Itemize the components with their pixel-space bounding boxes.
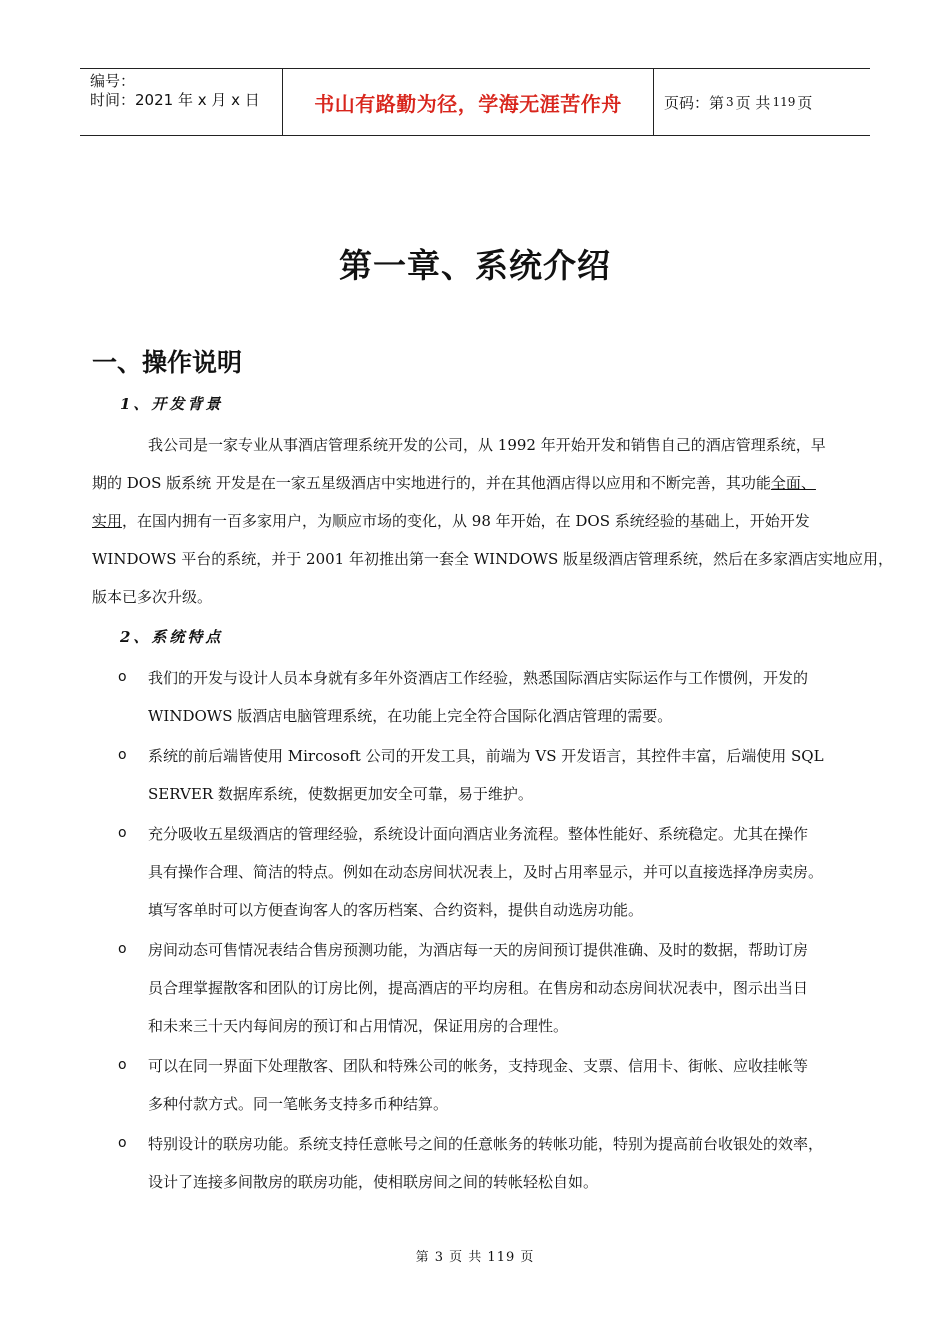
list-item: WINDOWS 版酒店电脑管理系统，在功能上完全符合国际化酒店管理的需要。 bbox=[148, 707, 673, 725]
underlined-text: 全面、 bbox=[770, 474, 816, 492]
bullet-icon: o bbox=[118, 941, 127, 957]
page-suffix: 页 bbox=[797, 93, 813, 112]
subsection-background-title: 1、开发背景 bbox=[120, 395, 224, 413]
list-item: 多种付款方式。同一笔帐务支持多币种结算。 bbox=[148, 1095, 449, 1113]
number-label: 编号： bbox=[90, 72, 136, 90]
paragraph-line: 版本已多次升级。 bbox=[92, 588, 213, 606]
bullet-icon: o bbox=[118, 1135, 127, 1151]
list-item: 充分吸收五星级酒店的管理经验，系统设计面向酒店业务流程。整体性能好、系统稳定。尤其在操作 bbox=[148, 825, 809, 843]
motto: 书山有路勤为径，学海无涯苦作舟 bbox=[314, 91, 622, 116]
bullet-icon: o bbox=[118, 1057, 127, 1073]
page-prefix: 页码：第 bbox=[664, 93, 725, 112]
page-current: 3 bbox=[726, 95, 734, 109]
list-item: SERVER 数据库系统，使数据更加安全可靠，易于维护。 bbox=[148, 785, 533, 803]
list-item: 具有操作合理、简洁的特点。例如在动态房间状况表上，及时占用率显示，并可以直接选择净房卖房。 bbox=[148, 863, 824, 881]
time-label: 时间：2021 年 x 月 x 日 bbox=[90, 91, 260, 109]
subsection-features-title: 2、系统特点 bbox=[120, 628, 224, 646]
paragraph-text: 期的 DOS 版系统 开发是在一家五星级酒店中实地进行的，并在其他酒店得以应用和不断完善，其功能 bbox=[92, 474, 771, 492]
paragraph-text: ，在国内拥有一百多家用户，为顺应市场的变化，从 98 年开始，在 DOS 系统经验的基础上，开始开发 bbox=[122, 512, 810, 530]
paragraph-line bbox=[92, 510, 810, 531]
page-mid: 页 共 bbox=[735, 93, 771, 112]
page-footer: 第 3 页 共 119 页 bbox=[415, 1250, 535, 1265]
header-meta bbox=[80, 69, 282, 135]
list-item: 我们的开发与设计人员本身就有多年外资酒店工作经验，熟悉国际酒店实际运作与工作惯例，开发的 bbox=[148, 669, 809, 687]
list-item: 可以在同一界面下处理散客、团队和特殊公司的帐务，支持现金、支票、信用卡、街帐、应收挂帐等 bbox=[148, 1057, 809, 1075]
underlined-text: 实用 bbox=[92, 512, 123, 530]
header-page-info bbox=[654, 69, 870, 135]
list-item: 和未来三十天内每间房的预订和占用情况，保证用房的合理性。 bbox=[148, 1017, 569, 1035]
section-title: 一、操作说明 bbox=[92, 348, 243, 377]
list-item: 特别设计的联房功能。系统支持任意帐号之间的任意帐务的转帐功能，特别为提高前台收银处的效率， bbox=[148, 1135, 824, 1153]
list-item: 员合理掌握散客和团队的订房比例，提高酒店的平均房租。在售房和动态房间状况表中，图示出当日 bbox=[148, 979, 809, 997]
bullet-icon: o bbox=[118, 747, 127, 763]
bullet-icon: o bbox=[118, 825, 127, 841]
list-item: 系统的前后端皆使用 Mircosoft 公司的开发工具，前端为 VS 开发语言，其控件丰富，后端使用 SQL bbox=[148, 747, 824, 765]
paragraph-line: WINDOWS 平台的系统，并于 2001 年初推出第一套全 WINDOWS 版星级酒店管理系统，然后在多家酒店实地应用， bbox=[92, 550, 893, 568]
list-item: 设计了连接多间散房的联房功能，使相联房间之间的转帐轻松自如。 bbox=[148, 1173, 599, 1191]
page-header bbox=[80, 68, 870, 136]
paragraph-line: 我公司是一家专业从事酒店管理系统开发的公司，从 1992 年开始开发和销售自己的酒店管理系统，早 bbox=[148, 436, 826, 454]
header-motto-cell bbox=[282, 69, 654, 135]
bullet-icon: o bbox=[118, 669, 127, 685]
page-total: 119 bbox=[772, 95, 796, 109]
chapter-title: 第一章、系统介绍 bbox=[339, 246, 611, 285]
list-item: 填写客单时可以方便查询客人的客历档案、合约资料，提供自动选房功能。 bbox=[148, 901, 644, 919]
paragraph-line bbox=[92, 472, 816, 493]
list-item: 房间动态可售情况表结合售房预测功能，为酒店每一天的房间预订提供准确、及时的数据，帮助订房 bbox=[148, 941, 809, 959]
